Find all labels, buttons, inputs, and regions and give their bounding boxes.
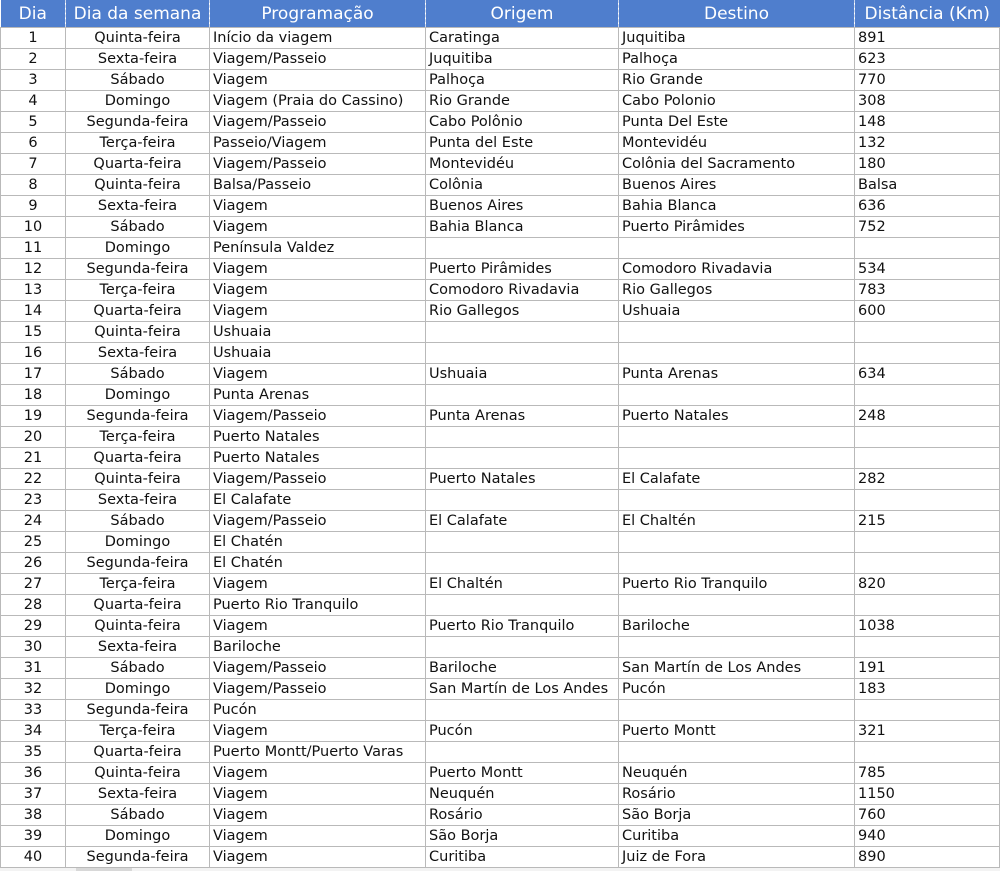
table-row bbox=[1, 637, 1000, 658]
cell-destino[interactable]: San Martín de Los Andes bbox=[619, 658, 855, 679]
cell-destino[interactable]: Punta Del Este bbox=[619, 112, 855, 133]
cell-dia-semana[interactable]: Terça-feira bbox=[66, 721, 210, 742]
cell-origem[interactable] bbox=[426, 343, 619, 364]
cell-dia-semana[interactable]: Quarta-feira bbox=[66, 154, 210, 175]
cell-origem[interactable]: Juquitiba bbox=[426, 49, 619, 70]
cell-dia[interactable]: 3 bbox=[1, 70, 66, 91]
cell-dia[interactable]: 36 bbox=[1, 763, 66, 784]
cell-origem[interactable] bbox=[426, 532, 619, 553]
cell-dia[interactable]: 21 bbox=[1, 448, 66, 469]
cell-origem[interactable]: Montevidéu bbox=[426, 154, 619, 175]
cell-programacao[interactable]: Puerto Natales bbox=[210, 448, 426, 469]
cell-destino[interactable]: Palhoça bbox=[619, 49, 855, 70]
cell-programacao[interactable]: Viagem bbox=[210, 259, 426, 280]
cell-origem[interactable]: Rosário bbox=[426, 805, 619, 826]
cell-destino[interactable]: Puerto Montt bbox=[619, 721, 855, 742]
cell-origem[interactable]: Buenos Aires bbox=[426, 196, 619, 217]
cell-origem[interactable] bbox=[426, 700, 619, 721]
cell-dia-semana[interactable]: Segunda-feira bbox=[66, 259, 210, 280]
cell-dia[interactable]: 26 bbox=[1, 553, 66, 574]
cell-programacao[interactable]: Viagem/Passeio bbox=[210, 658, 426, 679]
cell-dia-semana[interactable]: Segunda-feira bbox=[66, 700, 210, 721]
cell-dia-semana[interactable]: Sexta-feira bbox=[66, 343, 210, 364]
table-row bbox=[1, 385, 1000, 406]
cell-programacao[interactable]: Viagem bbox=[210, 847, 426, 868]
cell-destino[interactable] bbox=[619, 595, 855, 616]
cell-programacao[interactable]: Viagem/Passeio bbox=[210, 406, 426, 427]
cell-destino[interactable]: Bahia Blanca bbox=[619, 196, 855, 217]
table-row bbox=[1, 595, 1000, 616]
cell-dia[interactable]: 32 bbox=[1, 679, 66, 700]
cell-distancia[interactable]: 248 bbox=[855, 406, 1000, 427]
cell-origem[interactable]: Comodoro Rivadavia bbox=[426, 280, 619, 301]
cell-dia-semana[interactable]: Sábado bbox=[66, 70, 210, 91]
cell-dia[interactable]: 14 bbox=[1, 301, 66, 322]
cell-destino[interactable] bbox=[619, 742, 855, 763]
table-row bbox=[1, 301, 1000, 322]
cell-dia-semana[interactable]: Quinta-feira bbox=[66, 175, 210, 196]
cell-dia-semana[interactable]: Sexta-feira bbox=[66, 637, 210, 658]
cell-dia[interactable]: 9 bbox=[1, 196, 66, 217]
cell-destino[interactable]: Bariloche bbox=[619, 616, 855, 637]
table-row bbox=[1, 322, 1000, 343]
cell-origem[interactable] bbox=[426, 385, 619, 406]
cell-destino[interactable]: Juquitiba bbox=[619, 28, 855, 49]
header-dia[interactable]: Dia bbox=[1, 0, 66, 28]
cell-dia-semana[interactable]: Segunda-feira bbox=[66, 406, 210, 427]
cell-destino[interactable] bbox=[619, 700, 855, 721]
cell-destino[interactable] bbox=[619, 448, 855, 469]
cell-distancia[interactable] bbox=[855, 385, 1000, 406]
table-row bbox=[1, 658, 1000, 679]
cell-dia[interactable]: 6 bbox=[1, 133, 66, 154]
cell-origem[interactable]: Palhoça bbox=[426, 70, 619, 91]
cell-programacao[interactable]: Ushuaia bbox=[210, 343, 426, 364]
cell-origem[interactable]: Rio Grande bbox=[426, 91, 619, 112]
cell-origem[interactable]: Puerto Montt bbox=[426, 763, 619, 784]
cell-dia[interactable]: 31 bbox=[1, 658, 66, 679]
table-row bbox=[1, 112, 1000, 133]
table-row bbox=[1, 805, 1000, 826]
cell-origem[interactable]: Pucón bbox=[426, 721, 619, 742]
header-distancia[interactable]: Distância (Km) bbox=[855, 0, 1000, 28]
table-row bbox=[1, 91, 1000, 112]
cell-dia[interactable]: 8 bbox=[1, 175, 66, 196]
cell-origem[interactable] bbox=[426, 448, 619, 469]
cell-destino[interactable] bbox=[619, 322, 855, 343]
table-row bbox=[1, 742, 1000, 763]
cell-dia-semana[interactable]: Domingo bbox=[66, 238, 210, 259]
cell-destino[interactable]: Rosário bbox=[619, 784, 855, 805]
cell-programacao[interactable]: Viagem bbox=[210, 805, 426, 826]
cell-dia-semana[interactable]: Sábado bbox=[66, 511, 210, 532]
cell-destino[interactable]: Rio Gallegos bbox=[619, 280, 855, 301]
cell-destino[interactable] bbox=[619, 385, 855, 406]
cell-dia-semana[interactable]: Terça-feira bbox=[66, 427, 210, 448]
cell-distancia[interactable]: 148 bbox=[855, 112, 1000, 133]
cell-distancia[interactable]: 891 bbox=[855, 28, 1000, 49]
cell-origem[interactable] bbox=[426, 742, 619, 763]
cell-destino[interactable] bbox=[619, 427, 855, 448]
cell-dia[interactable]: 2 bbox=[1, 49, 66, 70]
cell-distancia[interactable] bbox=[855, 700, 1000, 721]
cell-dia[interactable]: 16 bbox=[1, 343, 66, 364]
cell-destino[interactable]: São Borja bbox=[619, 805, 855, 826]
cell-dia-semana[interactable]: Segunda-feira bbox=[66, 847, 210, 868]
table-row bbox=[1, 721, 1000, 742]
cell-dia-semana[interactable]: Quinta-feira bbox=[66, 763, 210, 784]
cell-destino[interactable]: Cabo Polonio bbox=[619, 91, 855, 112]
table-row bbox=[1, 133, 1000, 154]
cell-dia[interactable]: 28 bbox=[1, 595, 66, 616]
cell-dia[interactable]: 17 bbox=[1, 364, 66, 385]
cell-dia[interactable]: 39 bbox=[1, 826, 66, 847]
cell-dia[interactable]: 1 bbox=[1, 28, 66, 49]
cell-destino[interactable]: Rio Grande bbox=[619, 70, 855, 91]
cell-programacao[interactable]: Punta Arenas bbox=[210, 385, 426, 406]
cell-distancia[interactable]: 770 bbox=[855, 70, 1000, 91]
cell-destino[interactable]: Puerto Pirâmides bbox=[619, 217, 855, 238]
cell-origem[interactable]: São Borja bbox=[426, 826, 619, 847]
cell-distancia[interactable]: 321 bbox=[855, 721, 1000, 742]
cell-dia-semana[interactable]: Sexta-feira bbox=[66, 49, 210, 70]
table-row bbox=[1, 700, 1000, 721]
cell-origem[interactable]: Colônia bbox=[426, 175, 619, 196]
cell-dia[interactable]: 38 bbox=[1, 805, 66, 826]
cell-destino[interactable] bbox=[619, 637, 855, 658]
table-row bbox=[1, 217, 1000, 238]
cell-origem[interactable]: Puerto Rio Tranquilo bbox=[426, 616, 619, 637]
cell-programacao[interactable]: Viagem bbox=[210, 280, 426, 301]
cell-dia[interactable]: 25 bbox=[1, 532, 66, 553]
cell-destino[interactable] bbox=[619, 238, 855, 259]
cell-distancia[interactable] bbox=[855, 490, 1000, 511]
header-programacao[interactable]: Programação bbox=[210, 0, 426, 28]
cell-origem[interactable]: San Martín de Los Andes bbox=[426, 679, 619, 700]
cell-programacao[interactable]: Viagem bbox=[210, 721, 426, 742]
cell-origem[interactable] bbox=[426, 490, 619, 511]
cell-distancia[interactable] bbox=[855, 742, 1000, 763]
cell-distancia[interactable]: 191 bbox=[855, 658, 1000, 679]
cell-dia[interactable]: 22 bbox=[1, 469, 66, 490]
cell-distancia[interactable]: 180 bbox=[855, 154, 1000, 175]
cell-programacao[interactable]: El Calafate bbox=[210, 490, 426, 511]
cell-distancia[interactable] bbox=[855, 448, 1000, 469]
table-row bbox=[1, 679, 1000, 700]
table-row bbox=[1, 28, 1000, 49]
cell-destino[interactable]: Buenos Aires bbox=[619, 175, 855, 196]
cell-distancia[interactable]: 282 bbox=[855, 469, 1000, 490]
cell-distancia[interactable] bbox=[855, 427, 1000, 448]
cell-dia[interactable]: 19 bbox=[1, 406, 66, 427]
cell-destino[interactable] bbox=[619, 490, 855, 511]
cell-dia-semana[interactable]: Domingo bbox=[66, 385, 210, 406]
cell-distancia[interactable]: 623 bbox=[855, 49, 1000, 70]
table-row bbox=[1, 574, 1000, 595]
cell-distancia[interactable] bbox=[855, 532, 1000, 553]
cell-distancia[interactable]: 132 bbox=[855, 133, 1000, 154]
cell-dia[interactable]: 35 bbox=[1, 742, 66, 763]
cell-origem[interactable]: Puerto Natales bbox=[426, 469, 619, 490]
cell-programacao[interactable]: Viagem bbox=[210, 70, 426, 91]
cell-programacao[interactable]: Viagem/Passeio bbox=[210, 511, 426, 532]
cell-programacao[interactable]: Viagem/Passeio bbox=[210, 49, 426, 70]
cell-programacao[interactable]: Bariloche bbox=[210, 637, 426, 658]
cell-dia-semana[interactable]: Terça-feira bbox=[66, 280, 210, 301]
table-body bbox=[1, 28, 1000, 868]
cell-programacao[interactable]: El Chatén bbox=[210, 553, 426, 574]
cell-dia-semana[interactable]: Domingo bbox=[66, 532, 210, 553]
cell-programacao[interactable]: Viagem/Passeio bbox=[210, 469, 426, 490]
cell-dia-semana[interactable]: Terça-feira bbox=[66, 133, 210, 154]
cell-programacao[interactable]: Viagem bbox=[210, 784, 426, 805]
cell-programacao[interactable]: Viagem bbox=[210, 616, 426, 637]
cell-origem[interactable]: Bariloche bbox=[426, 658, 619, 679]
cell-dia[interactable]: 10 bbox=[1, 217, 66, 238]
header-dia-semana[interactable]: Dia da semana bbox=[66, 0, 210, 28]
header-row bbox=[1, 0, 1000, 28]
cell-origem[interactable]: Cabo Polônio bbox=[426, 112, 619, 133]
cell-dia-semana[interactable]: Terça-feira bbox=[66, 574, 210, 595]
table-row bbox=[1, 154, 1000, 175]
cell-origem[interactable]: El Calafate bbox=[426, 511, 619, 532]
cell-dia-semana[interactable]: Domingo bbox=[66, 91, 210, 112]
cell-distancia[interactable] bbox=[855, 322, 1000, 343]
cell-origem[interactable]: Punta del Este bbox=[426, 133, 619, 154]
table-row bbox=[1, 49, 1000, 70]
table-row bbox=[1, 175, 1000, 196]
cell-destino[interactable]: El Calafate bbox=[619, 469, 855, 490]
cell-origem[interactable]: Neuquén bbox=[426, 784, 619, 805]
table-row bbox=[1, 238, 1000, 259]
cell-dia[interactable]: 37 bbox=[1, 784, 66, 805]
cell-distancia[interactable]: 636 bbox=[855, 196, 1000, 217]
cell-dia-semana[interactable]: Domingo bbox=[66, 679, 210, 700]
table-row bbox=[1, 826, 1000, 847]
cell-distancia[interactable]: 215 bbox=[855, 511, 1000, 532]
cell-distancia[interactable]: 785 bbox=[855, 763, 1000, 784]
cell-dia[interactable]: 7 bbox=[1, 154, 66, 175]
cell-distancia[interactable]: 600 bbox=[855, 301, 1000, 322]
cell-dia[interactable]: 29 bbox=[1, 616, 66, 637]
cell-origem[interactable] bbox=[426, 637, 619, 658]
table-row bbox=[1, 364, 1000, 385]
cell-dia-semana[interactable]: Quinta-feira bbox=[66, 322, 210, 343]
cell-origem[interactable]: Punta Arenas bbox=[426, 406, 619, 427]
cell-distancia[interactable]: 634 bbox=[855, 364, 1000, 385]
cell-dia-semana[interactable]: Sábado bbox=[66, 805, 210, 826]
table-row bbox=[1, 763, 1000, 784]
cell-destino[interactable]: Puerto Rio Tranquilo bbox=[619, 574, 855, 595]
table-row bbox=[1, 553, 1000, 574]
cell-distancia[interactable]: 183 bbox=[855, 679, 1000, 700]
cell-programacao[interactable]: El Chatén bbox=[210, 532, 426, 553]
cell-dia[interactable]: 27 bbox=[1, 574, 66, 595]
table-row bbox=[1, 511, 1000, 532]
cell-destino[interactable]: Colônia del Sacramento bbox=[619, 154, 855, 175]
cell-dia-semana[interactable]: Quarta-feira bbox=[66, 742, 210, 763]
cell-dia[interactable]: 18 bbox=[1, 385, 66, 406]
cell-programacao[interactable]: Viagem bbox=[210, 196, 426, 217]
cell-programacao[interactable]: Viagem/Passeio bbox=[210, 154, 426, 175]
cell-programacao[interactable]: Viagem (Praia do Cassino) bbox=[210, 91, 426, 112]
cell-dia-semana[interactable]: Quinta-feira bbox=[66, 469, 210, 490]
cell-distancia[interactable]: 752 bbox=[855, 217, 1000, 238]
cell-programacao[interactable]: Viagem/Passeio bbox=[210, 679, 426, 700]
header-destino[interactable]: Destino bbox=[619, 0, 855, 28]
table-row bbox=[1, 532, 1000, 553]
cell-dia-semana[interactable]: Sexta-feira bbox=[66, 784, 210, 805]
cell-dia[interactable]: 11 bbox=[1, 238, 66, 259]
cell-programacao[interactable]: Viagem bbox=[210, 301, 426, 322]
cell-dia-semana[interactable]: Quinta-feira bbox=[66, 616, 210, 637]
cell-destino[interactable]: Curitiba bbox=[619, 826, 855, 847]
cell-dia-semana[interactable]: Quinta-feira bbox=[66, 28, 210, 49]
cell-origem[interactable]: Ushuaia bbox=[426, 364, 619, 385]
cell-origem[interactable]: Caratinga bbox=[426, 28, 619, 49]
cell-destino[interactable]: Pucón bbox=[619, 679, 855, 700]
table-row bbox=[1, 196, 1000, 217]
cell-dia[interactable]: 15 bbox=[1, 322, 66, 343]
cell-distancia[interactable]: 1038 bbox=[855, 616, 1000, 637]
cell-dia-semana[interactable]: Quarta-feira bbox=[66, 595, 210, 616]
cell-dia-semana[interactable]: Sexta-feira bbox=[66, 490, 210, 511]
cell-dia[interactable]: 13 bbox=[1, 280, 66, 301]
cell-distancia[interactable]: 760 bbox=[855, 805, 1000, 826]
cell-origem[interactable]: Curitiba bbox=[426, 847, 619, 868]
cell-distancia[interactable] bbox=[855, 553, 1000, 574]
cell-destino[interactable]: Neuquén bbox=[619, 763, 855, 784]
cell-dia[interactable]: 30 bbox=[1, 637, 66, 658]
table-row bbox=[1, 784, 1000, 805]
cell-dia-semana[interactable]: Sábado bbox=[66, 364, 210, 385]
cell-dia[interactable]: 40 bbox=[1, 847, 66, 868]
cell-programacao[interactable]: Viagem bbox=[210, 763, 426, 784]
table-row bbox=[1, 280, 1000, 301]
cell-destino[interactable]: El Chaltén bbox=[619, 511, 855, 532]
cell-programacao[interactable]: Passeio/Viagem bbox=[210, 133, 426, 154]
cell-distancia[interactable] bbox=[855, 637, 1000, 658]
cell-programacao[interactable]: Pucón bbox=[210, 700, 426, 721]
cell-distancia[interactable]: 820 bbox=[855, 574, 1000, 595]
cell-distancia[interactable]: Balsa bbox=[855, 175, 1000, 196]
cell-dia[interactable]: 4 bbox=[1, 91, 66, 112]
cell-distancia[interactable]: 534 bbox=[855, 259, 1000, 280]
table-row bbox=[1, 427, 1000, 448]
cell-programacao[interactable]: Viagem/Passeio bbox=[210, 112, 426, 133]
cell-distancia[interactable] bbox=[855, 238, 1000, 259]
cell-programacao[interactable]: Viagem bbox=[210, 574, 426, 595]
cell-destino[interactable]: Juiz de Fora bbox=[619, 847, 855, 868]
cell-origem[interactable]: El Chaltén bbox=[426, 574, 619, 595]
cell-origem[interactable]: Bahia Blanca bbox=[426, 217, 619, 238]
cell-programacao[interactable]: Balsa/Passeio bbox=[210, 175, 426, 196]
cell-distancia[interactable]: 308 bbox=[855, 91, 1000, 112]
cell-programacao[interactable]: Puerto Rio Tranquilo bbox=[210, 595, 426, 616]
cell-origem[interactable] bbox=[426, 322, 619, 343]
table-row bbox=[1, 616, 1000, 637]
table-row bbox=[1, 259, 1000, 280]
cell-distancia[interactable] bbox=[855, 595, 1000, 616]
cell-origem[interactable] bbox=[426, 595, 619, 616]
cell-dia[interactable]: 23 bbox=[1, 490, 66, 511]
table-row bbox=[1, 847, 1000, 868]
table-row bbox=[1, 70, 1000, 91]
cell-origem[interactable]: Rio Gallegos bbox=[426, 301, 619, 322]
table-row bbox=[1, 448, 1000, 469]
table-row bbox=[1, 343, 1000, 364]
cell-origem[interactable] bbox=[426, 553, 619, 574]
table-row bbox=[1, 406, 1000, 427]
cell-dia[interactable]: 20 bbox=[1, 427, 66, 448]
cell-programacao[interactable]: Início da viagem bbox=[210, 28, 426, 49]
cell-dia-semana[interactable]: Sexta-feira bbox=[66, 196, 210, 217]
cell-destino[interactable]: Montevidéu bbox=[619, 133, 855, 154]
cell-dia[interactable]: 33 bbox=[1, 700, 66, 721]
cell-dia-semana[interactable]: Sábado bbox=[66, 217, 210, 238]
cell-programacao[interactable]: Península Valdez bbox=[210, 238, 426, 259]
cell-programacao[interactable]: Puerto Montt/Puerto Varas bbox=[210, 742, 426, 763]
cell-dia[interactable]: 34 bbox=[1, 721, 66, 742]
cell-origem[interactable] bbox=[426, 238, 619, 259]
table-row bbox=[1, 490, 1000, 511]
cell-destino[interactable]: Punta Arenas bbox=[619, 364, 855, 385]
cell-origem[interactable]: Puerto Pirâmides bbox=[426, 259, 619, 280]
cell-distancia[interactable]: 1150 bbox=[855, 784, 1000, 805]
cell-distancia[interactable]: 890 bbox=[855, 847, 1000, 868]
cell-distancia[interactable]: 940 bbox=[855, 826, 1000, 847]
cell-destino[interactable]: Ushuaia bbox=[619, 301, 855, 322]
table-row bbox=[1, 469, 1000, 490]
cell-dia-semana[interactable]: Quarta-feira bbox=[66, 448, 210, 469]
cell-programacao[interactable]: Puerto Natales bbox=[210, 427, 426, 448]
cell-dia-semana[interactable]: Sábado bbox=[66, 658, 210, 679]
cell-destino[interactable]: Comodoro Rivadavia bbox=[619, 259, 855, 280]
cell-distancia[interactable]: 783 bbox=[855, 280, 1000, 301]
cell-destino[interactable] bbox=[619, 532, 855, 553]
cell-dia[interactable]: 12 bbox=[1, 259, 66, 280]
cell-dia[interactable]: 5 bbox=[1, 112, 66, 133]
cell-destino[interactable]: Puerto Natales bbox=[619, 406, 855, 427]
cell-programacao[interactable]: Ushuaia bbox=[210, 322, 426, 343]
cell-distancia[interactable] bbox=[855, 343, 1000, 364]
cell-origem[interactable] bbox=[426, 427, 619, 448]
cell-programacao[interactable]: Viagem bbox=[210, 217, 426, 238]
header-origem[interactable]: Origem bbox=[426, 0, 619, 28]
cell-destino[interactable] bbox=[619, 553, 855, 574]
cell-dia-semana[interactable]: Segunda-feira bbox=[66, 553, 210, 574]
cell-programacao[interactable]: Viagem bbox=[210, 826, 426, 847]
cell-destino[interactable] bbox=[619, 343, 855, 364]
cell-dia[interactable]: 24 bbox=[1, 511, 66, 532]
cell-dia-semana[interactable]: Segunda-feira bbox=[66, 112, 210, 133]
cell-programacao[interactable]: Viagem bbox=[210, 364, 426, 385]
cell-dia-semana[interactable]: Quarta-feira bbox=[66, 301, 210, 322]
cell-dia-semana[interactable]: Domingo bbox=[66, 826, 210, 847]
